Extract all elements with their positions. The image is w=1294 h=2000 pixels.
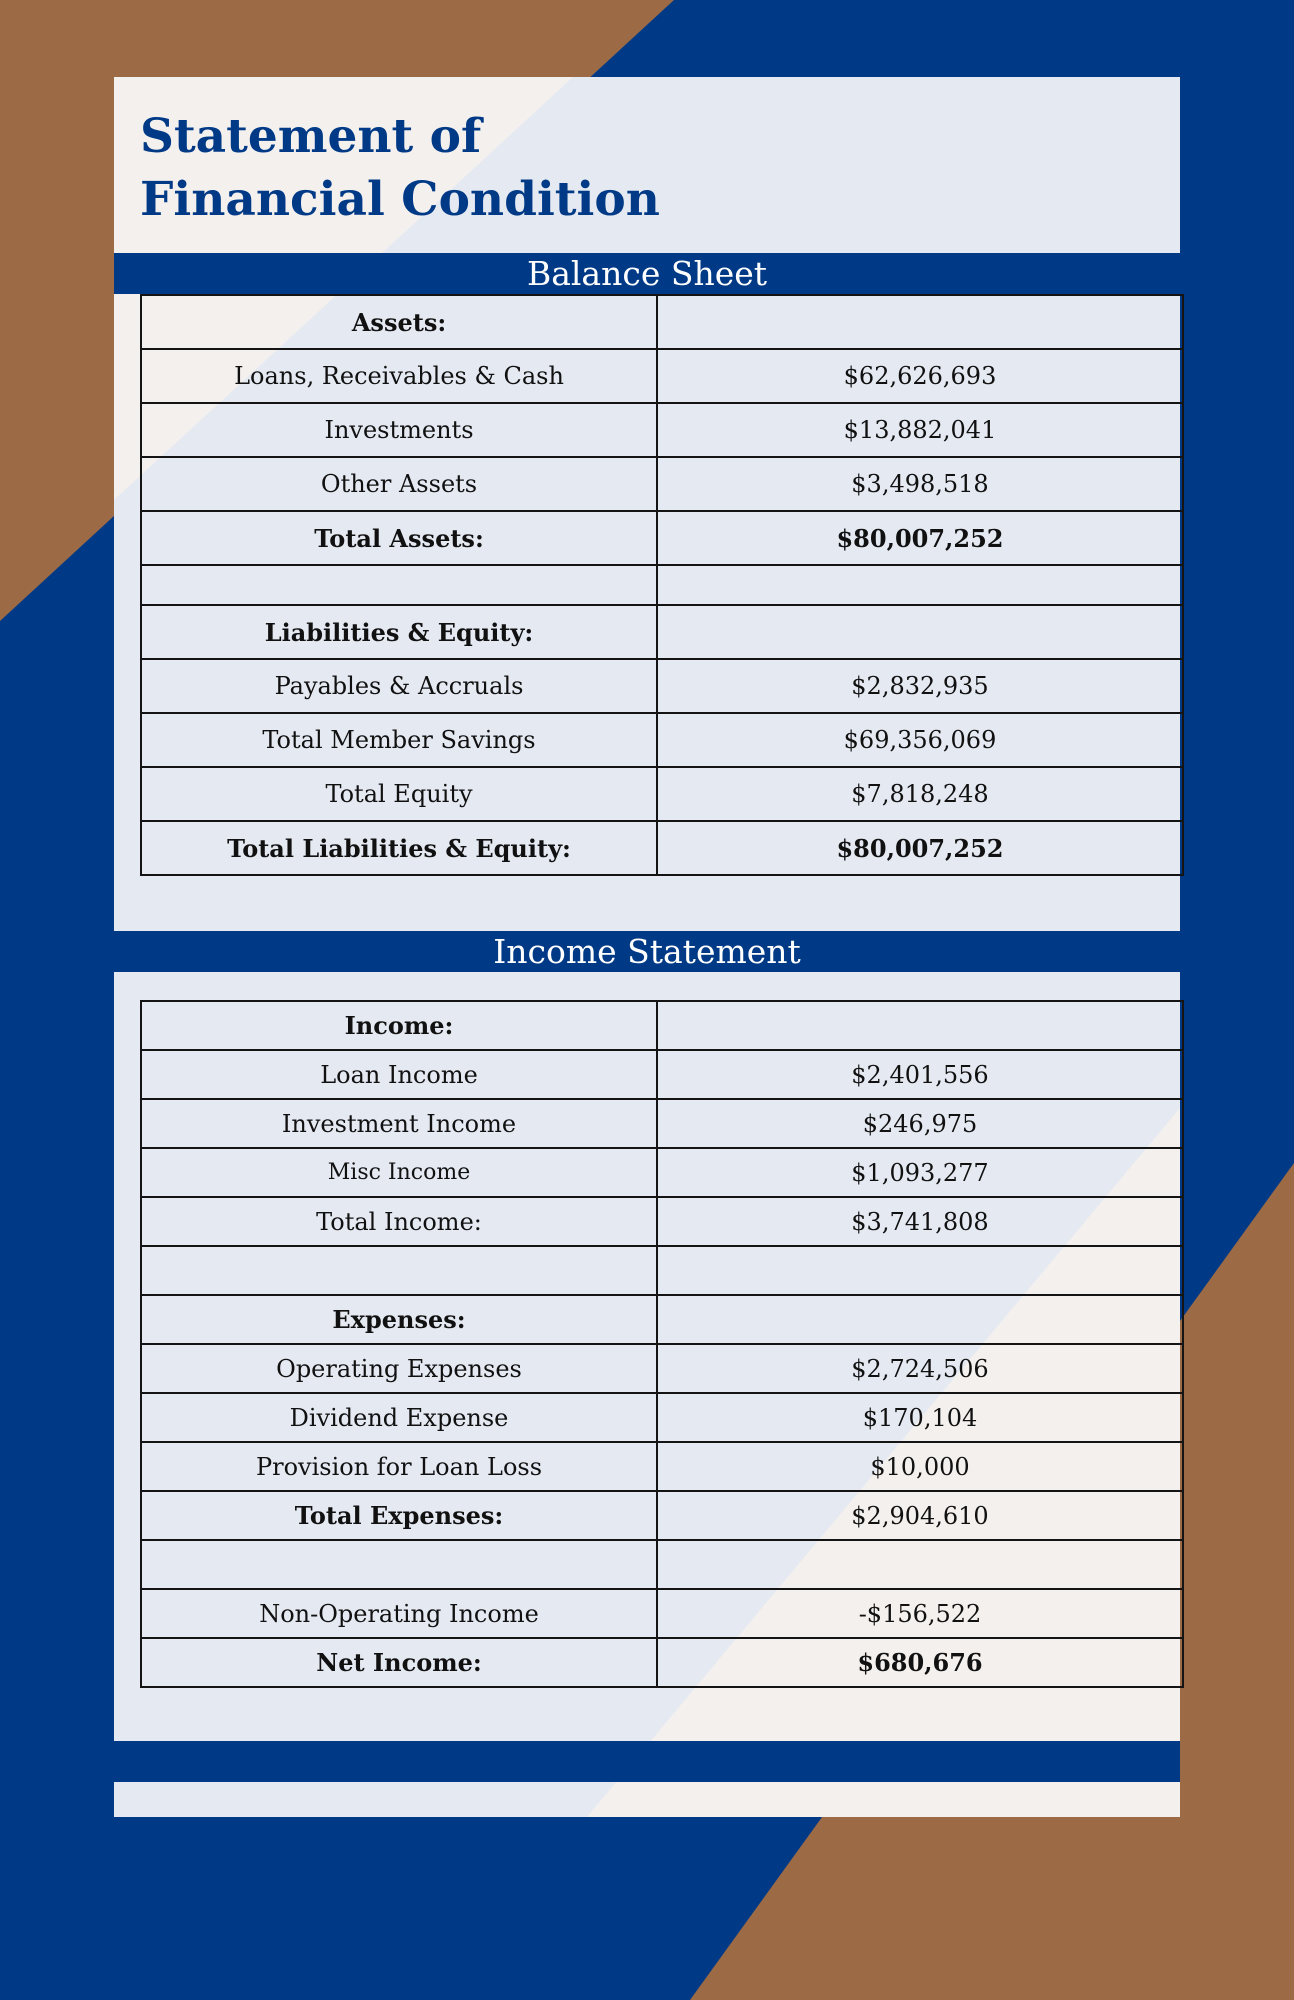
row-label: Operating Expenses [141,1344,657,1393]
table-row [141,457,1183,511]
table-row [141,659,1183,713]
row-value: $10,000 [657,1442,1183,1491]
table-row [141,295,1183,349]
row-label: Non-Operating Income [141,1589,657,1638]
row-value [657,565,1183,605]
page-title [140,105,660,231]
row-label: Total Member Savings [141,713,657,767]
row-label: Total Income: [141,1197,657,1246]
row-label: Investment Income [141,1099,657,1148]
row-label: Dividend Expense [141,1393,657,1442]
table-row [141,713,1183,767]
table-row [141,1442,1183,1491]
table-row [141,1638,1183,1687]
table-row [141,1540,1183,1589]
table-row [141,511,1183,565]
table-row [141,767,1183,821]
row-label: Provision for Loan Loss [141,1442,657,1491]
row-value: $2,401,556 [657,1050,1183,1099]
row-value: $246,975 [657,1099,1183,1148]
row-label [141,1246,657,1295]
table-row [141,1148,1183,1197]
balance-sheet-table [140,294,1184,876]
row-value: $2,832,935 [657,659,1183,713]
row-label [141,1540,657,1589]
table-row [141,349,1183,403]
page-title-line-1: Statement of [140,109,482,164]
row-value [657,1295,1183,1344]
row-label: Loan Income [141,1050,657,1099]
table-row [141,1589,1183,1638]
table-row [141,403,1183,457]
table-row [141,1099,1183,1148]
row-value: $680,676 [657,1638,1183,1687]
row-value: $170,104 [657,1393,1183,1442]
table-row [141,605,1183,659]
row-label: Net Income: [141,1638,657,1687]
table-row [141,1393,1183,1442]
income-statement-heading: Income Statement [114,931,1180,972]
row-value: $80,007,252 [657,821,1183,875]
table-row [141,1344,1183,1393]
row-value: $3,498,518 [657,457,1183,511]
row-label: Other Assets [141,457,657,511]
row-value [657,1540,1183,1589]
row-value: $3,741,808 [657,1197,1183,1246]
row-label: Total Liabilities & Equity: [141,821,657,875]
footer-band [114,1741,1180,1782]
row-value [657,1246,1183,1295]
row-label: Total Equity [141,767,657,821]
row-label: Payables & Accruals [141,659,657,713]
row-label: Total Assets: [141,511,657,565]
row-value: $2,904,610 [657,1491,1183,1540]
row-value: $62,626,693 [657,349,1183,403]
row-value: $2,724,506 [657,1344,1183,1393]
row-value: $69,356,069 [657,713,1183,767]
table-row [141,1295,1183,1344]
row-label: Misc Income [141,1148,657,1197]
row-value: $1,093,277 [657,1148,1183,1197]
table-row [141,821,1183,875]
row-label: Assets: [141,295,657,349]
table-row [141,1050,1183,1099]
row-value: $80,007,252 [657,511,1183,565]
income-statement-table [140,1000,1184,1688]
row-value: $7,818,248 [657,767,1183,821]
table-row [141,1001,1183,1050]
row-value [657,1001,1183,1050]
row-label: Total Expenses: [141,1491,657,1540]
row-label: Liabilities & Equity: [141,605,657,659]
row-value: -$156,522 [657,1589,1183,1638]
row-label: Expenses: [141,1295,657,1344]
table-row [141,565,1183,605]
row-value [657,295,1183,349]
row-label: Income: [141,1001,657,1050]
table-row [141,1197,1183,1246]
row-label [141,565,657,605]
row-label: Loans, Receivables & Cash [141,349,657,403]
row-value: $13,882,041 [657,403,1183,457]
row-label: Investments [141,403,657,457]
balance-sheet-heading: Balance Sheet [114,253,1180,294]
table-row [141,1491,1183,1540]
table-row [141,1246,1183,1295]
page-title-line-2: Financial Condition [140,172,660,227]
statement-card [114,77,1180,1817]
row-value [657,605,1183,659]
